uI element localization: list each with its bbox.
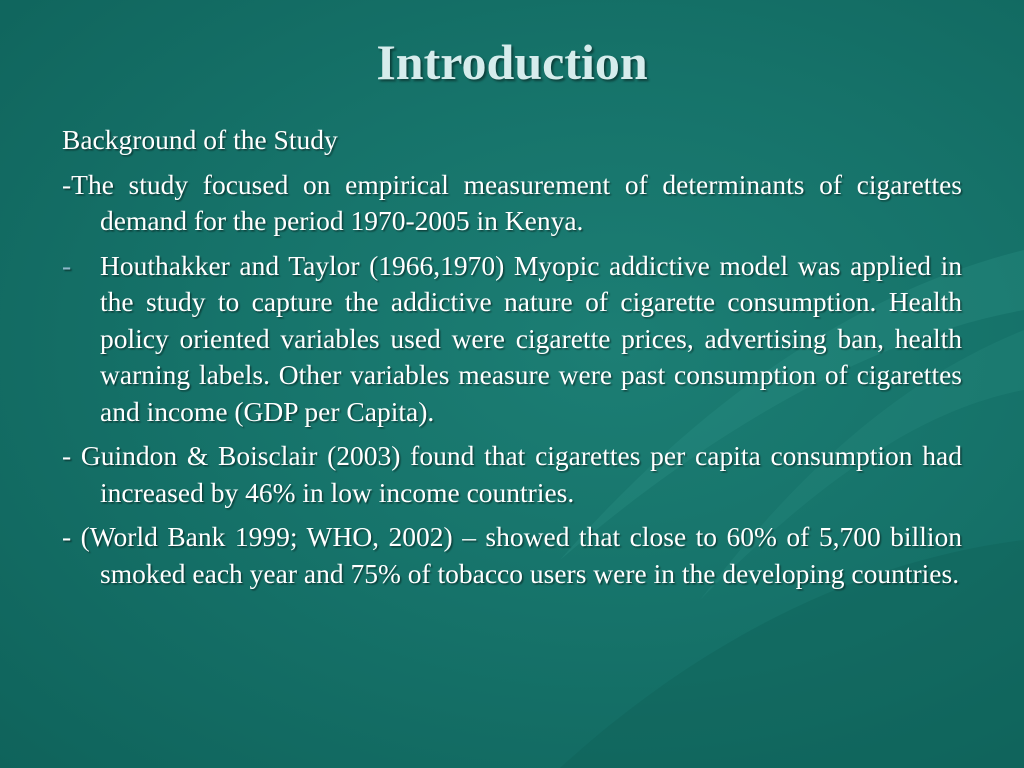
paragraph-text: - (World Bank 1999; WHO, 2002) – showed that close to 60% of 5,700 billion smoked each year and 75% of tobacco users were in the developing countries. — [62, 521, 962, 589]
paragraph-text: Houthakker and Taylor (1966,1970) Myopic addictive model was applied in the study to capture the addictive nature of cigarette consumption. Health policy oriented variables used were cigarette prices, advertising ban, health warning labels. Other variables measure were past consumption of cigarettes and income (GDP per Capita). — [100, 249, 962, 427]
paragraph-myopic-model — [62, 248, 962, 431]
dash-bullet: - — [62, 249, 72, 281]
section-heading: Background of the Study — [62, 124, 338, 155]
paragraph-study-focus — [62, 167, 962, 240]
slide-title: Introduction — [376, 34, 648, 90]
paragraph-guindon — [62, 438, 962, 511]
paragraph-text: -The study focused on empirical measurement of determinants of cigarettes demand for the period 1970-2005 in Kenya. — [62, 168, 962, 236]
paragraph-world-bank — [62, 519, 962, 592]
slide-content — [62, 122, 962, 600]
paragraph-text: - Guindon & Boisclair (2003) found that cigarettes per capita consumption had increased by 46% in low income countries. — [62, 440, 962, 508]
